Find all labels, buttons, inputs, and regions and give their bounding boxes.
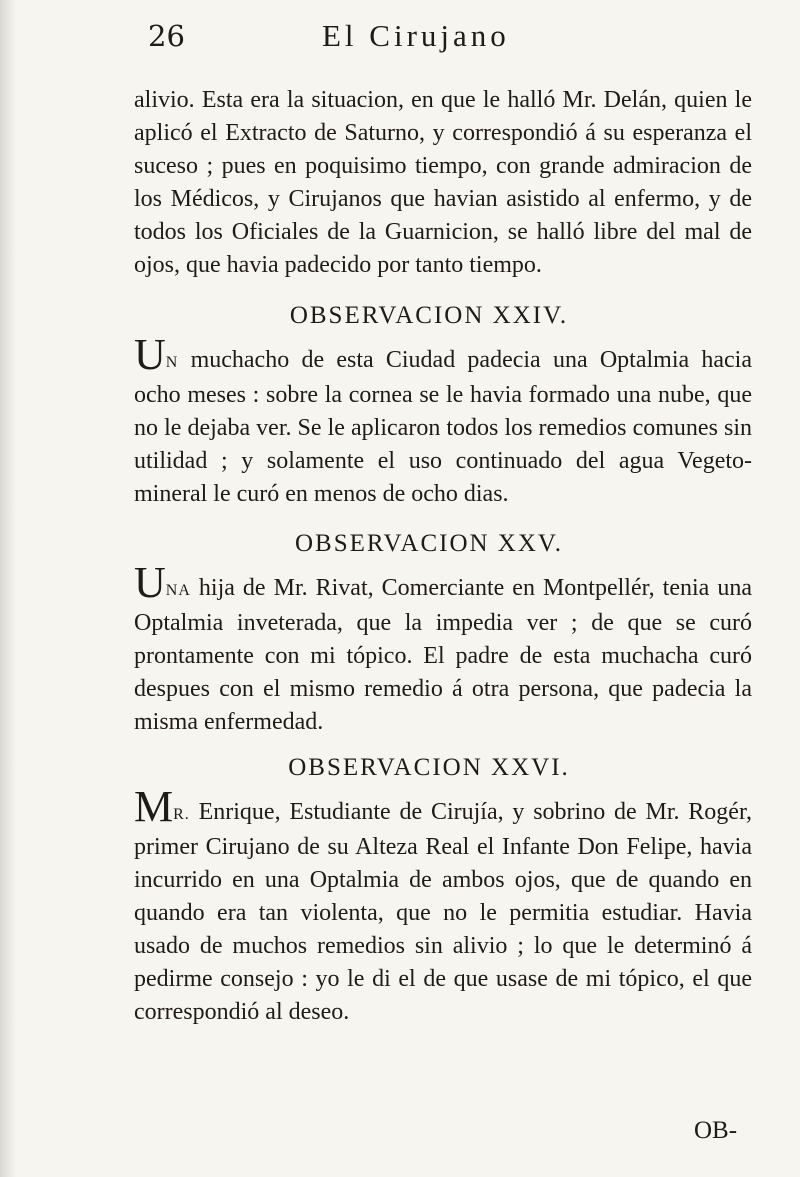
catchword: OB- xyxy=(694,1117,738,1144)
page-number: 26 xyxy=(148,19,185,53)
observation-xxv-text xyxy=(134,558,752,739)
small-caps-start: R. xyxy=(173,806,190,823)
observation-heading-xxiv: OBSERVACION XXIV. xyxy=(289,302,569,329)
page-gutter-shadow xyxy=(0,0,16,1177)
drop-cap: U xyxy=(134,330,166,379)
paragraph-body: muchacho de esta Ciudad padecia una Optalmia hacia ocho meses : sobre la cornea se le havia formado una nube, que no le dejaba ver. Se le aplicaron todos los remedios comunes sin utilidad ; y solamente el uso continuado del agua Vegeto-mineral le curó en menos de ocho dias. xyxy=(134,347,752,507)
observation-xxvi-text xyxy=(134,782,752,1029)
drop-cap: M xyxy=(134,782,174,831)
observation-xxiv-text xyxy=(134,330,752,511)
running-title: El Cirujano xyxy=(322,18,510,53)
observation-heading-xxvi: OBSERVACION XXVI. xyxy=(288,754,570,781)
paragraph-body: hija de Mr. Rivat, Comerciante en Montpellér, tenia una Optalmia inveterada, que la impedia ver ; de que se curó prontamente con mi tópico. El padre de esta muchacha curó despues con el mismo remedio á otra persona, que padecia la misma enfermedad. xyxy=(134,575,752,735)
page-header xyxy=(148,16,708,56)
drop-cap: U xyxy=(134,558,166,607)
small-caps-start: NA xyxy=(165,582,191,599)
paragraph-continuation: alivio. Esta era la situacion, en que le halló Mr. Delán, quien le aplicó el Extracto de Saturno, y correspondió á su esperanza el suceso ; pues en poquisimo tiempo, con grande admiracion de los Médicos, y Cirujanos que havian asistido al enfermo, y de todos los Oficiales de la Guarnicion, se halló libre del mal de ojos, que havia padecido por tanto tiempo. xyxy=(134,87,752,278)
observation-heading-xxv: OBSERVACION XXV. xyxy=(294,530,563,557)
small-caps-start: N xyxy=(165,354,179,371)
paragraph-body: Enrique, Estudiante de Cirujía, y sobrino de Mr. Rogér, primer Cirujano de su Alteza Real el Infante Don Felipe, havia incurrido en una Optalmia de ambos ojos, que de quando en quando era tan violenta, que no le permitia estudiar. Havia usado de muchos remedios sin alivio ; lo que le determinó á pedirme consejo : yo le di el de que usase de mi tópico, el que correspondió al deseo. xyxy=(134,799,752,1025)
